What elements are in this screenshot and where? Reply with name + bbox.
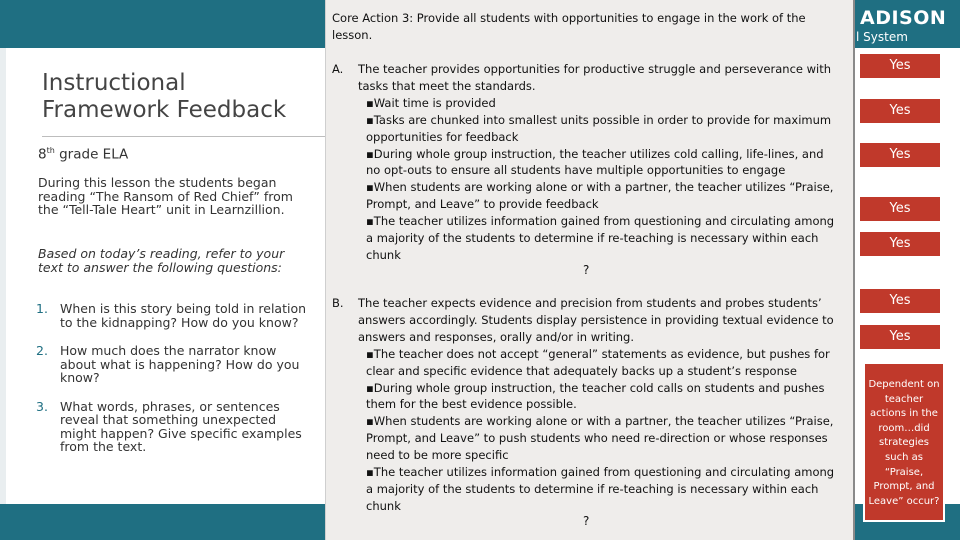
question-number: 1. [36, 301, 48, 316]
question-text: What words, phrases, or sentences reveal that something unexpected might happen? Give specific examples from the text. [60, 398, 302, 454]
section-a-main: The teacher provides opportunities for productive struggle and perseverance with tasks that meet the standards. [358, 62, 832, 93]
grade-number: 8 [38, 146, 47, 163]
question-number: 3. [36, 398, 48, 414]
section-a-bullet: ▪During whole group instruction, the teacher utilizes cold calling, life-lines, and no opt-outs to ensure all students have multiple opportunities to engage [366, 146, 824, 178]
list-item [36, 400, 316, 454]
rating-yes-badge: Yes [860, 325, 940, 349]
question-text: When is this story being told in relation to the kidnapping? How do you know? [60, 301, 307, 330]
rating-yes-badge: Yes [860, 232, 940, 256]
lesson-intro: During this lesson the students began reading “The Ransom of Red Chief” from the “Tell-Tale Heart” unit in Learnzillion. [38, 175, 293, 217]
section-b-bullet: ▪The teacher does not accept “general” statements as evidence, but pushes for clear and specific evidence that adequately backs up a student’s response [366, 346, 830, 378]
grade-subject: grade ELA [54, 146, 129, 163]
section-a-bullet: ▪Wait time is provided [366, 95, 496, 110]
grade-label [38, 146, 128, 163]
question-text: How much does the narrator know about what is happening? How do you know? [60, 343, 300, 385]
dependent-note: Dependent on teacher actions in the room…did strategies such as “Praise, Prompt, and Leave” occur? [863, 362, 945, 522]
brand-name: ADISON [860, 7, 947, 29]
section-a-bullet: ▪When students are working alone or with a partner, the teacher utilizes “Praise, Prompt, and Leave” to provide feedback [366, 180, 834, 212]
reading-prompt: Based on today’s reading, refer to your text to answer the following questions: [38, 246, 285, 275]
section-b-bullet: ▪When students are working alone or with a partner, the teacher utilizes “Praise, Prompt, and Leave” to push students who need re-direction or whose responses need to be more specific [366, 414, 834, 463]
brand-subtitle: l System [856, 30, 908, 44]
section-b-main: The teacher expects evidence and precision from students and probes students’ answers accordingly. Students display persistence in providing textual evidence to answers and responses, orally and/or in writing. [358, 296, 834, 344]
section-b-letter: B. [332, 296, 344, 310]
rating-yes-badge: Yes [860, 99, 940, 123]
section-a-letter: A. [332, 62, 344, 76]
title-line-1: Instructional [42, 70, 186, 96]
rating-yes-badge: Yes [860, 143, 940, 167]
title-line-2: Framework Feedback [42, 97, 287, 123]
slide-title [42, 70, 322, 124]
grade-suffix-sup: th [46, 146, 55, 155]
list-item [36, 302, 316, 329]
title-divider [42, 136, 332, 137]
section-a-body [358, 61, 836, 264]
list-item [36, 344, 316, 385]
section-a-question-mark: ? [583, 263, 590, 277]
rating-yes-badge: Yes [860, 197, 940, 221]
left-margin [0, 48, 6, 504]
section-a-bullet: ▪The teacher utilizes information gained from questioning and circulating among a majority of the students to determine if re-teaching is necessary within each chunk [366, 214, 835, 262]
section-a-bullet: ▪Tasks are chunked into smallest units possible in order to provide for maximum opportunities for feedback [366, 112, 832, 144]
section-b-bullet: ▪During whole group instruction, the teacher cold calls on students and pushes them for the best evidence possible. [366, 380, 825, 412]
question-number: 2. [36, 343, 48, 358]
section-b-question-mark: ? [583, 514, 590, 528]
section-b-body [358, 295, 836, 515]
core-action-heading: Core Action 3: Provide all students with opportunities to engage in the work of the lesson. [332, 11, 806, 42]
question-list [36, 302, 316, 469]
section-b-bullet: ▪The teacher utilizes information gained from questioning and circulating among a majority of the students to determine if re-teaching is necessary within each chunk [366, 465, 835, 513]
rating-yes-badge: Yes [860, 289, 940, 313]
rating-yes-badge: Yes [860, 54, 940, 78]
